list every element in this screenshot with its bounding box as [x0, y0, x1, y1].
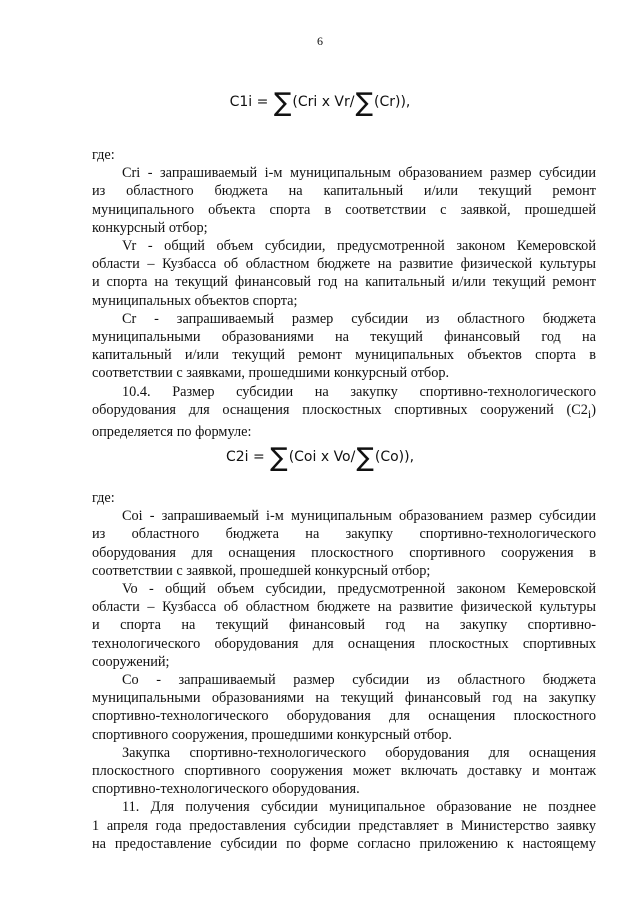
- clause-10-4-text: оборудования для оснащения плоскостных спортивных сооружений (C2: [92, 401, 588, 418]
- formula-c2-lhs: C2i =: [225, 449, 265, 465]
- formula-c2-numerator: (Coi x Vo/: [288, 449, 356, 465]
- cr-definition-line: соответствии с заявками, прошедшими конкурсный отбор.: [92, 365, 450, 382]
- formula-c1-numerator: (Cri x Vr/: [292, 94, 355, 110]
- clause-10-4-paren: ): [591, 401, 596, 418]
- formula-c1-lhs: C1i =: [229, 94, 269, 110]
- coi-definition-line: Coi - запрашиваемый i-м муниципальным образованием размер субсидии: [122, 508, 596, 525]
- clause-10-4-line: определяется по формуле:: [92, 423, 252, 440]
- vo-definition-line: области – Кузбасса об областном бюджете на развитие физической культуры: [92, 599, 596, 616]
- cri-definition-line: Cri - запрашиваемый i-м муниципальным образованием размер субсидии: [122, 165, 596, 182]
- clause-10-4-line: 10.4. Размер субсидии на закупку спортивно-технологического: [122, 383, 596, 400]
- vr-definition-line: муниципальных объектов спорта;: [92, 292, 298, 309]
- clause-11-line: 1 апреля года предоставления субсидии представляет в Министерство заявку: [92, 817, 596, 834]
- vo-definition-line: Vo - общий объем субсидии, предусмотренной законом Кемеровской: [122, 581, 596, 598]
- vo-definition-line: технологического оборудования для оснащения плоскостных спортивных: [92, 635, 596, 652]
- text-block-2: [92, 489, 596, 853]
- procurement-note-line: плоскостного спортивного сооружения может включать доставку и монтаж: [92, 763, 596, 780]
- cri-definition-line: конкурсный отбор;: [92, 219, 208, 236]
- vr-definition-line: Vr - общий объем субсидии, предусмотренной законом Кемеровской: [122, 238, 596, 255]
- summation-sign: ∑: [355, 88, 374, 118]
- cri-definition-line: из областного бюджета на капитальный и/или текущий ремонт: [92, 183, 596, 200]
- vr-definition-line: и спорта на текущий финансовый год на капитальный и/или текущий ремонт: [92, 274, 596, 291]
- coi-definition-line: из областного бюджета на закупку спортивно-технологического: [92, 526, 596, 543]
- clause-10-4-line: [92, 401, 596, 423]
- vo-definition-line: и спорта на текущий финансовый год на закупку спортивно-: [92, 617, 596, 634]
- procurement-note-line: спортивно-технологического оборудования.: [92, 781, 360, 798]
- clause-11-line: на предоставление субсидии по форме согласно приложению к настоящему: [92, 835, 596, 852]
- where-label: где:: [92, 147, 115, 163]
- vo-definition-line: сооружений;: [92, 653, 170, 670]
- page-number: 6: [317, 34, 323, 48]
- cri-definition-line: муниципального объекта спорта в соответствии с заявкой, прошедшей: [92, 201, 596, 218]
- formula-c1: [0, 88, 640, 118]
- summation-sign: ∑: [356, 443, 374, 473]
- co-definition-line: спортивного сооружения, прошедшими конкурсный отбор.: [92, 726, 452, 743]
- summation-sign: ∑: [273, 88, 292, 118]
- text-block-1: [92, 146, 596, 441]
- summation-sign: ∑: [270, 443, 288, 473]
- procurement-note-line: Закупка спортивно-технологического оборудования для оснащения: [122, 744, 596, 761]
- cr-definition-line: Cr - запрашиваемый размер субсидии из областного бюджета: [122, 310, 596, 327]
- vr-definition-line: области – Кузбасса об областном бюджете на развитие физической культуры: [92, 256, 596, 273]
- coi-definition-line: оборудования для оснащения плоскостного спортивного сооружения в: [92, 544, 596, 561]
- formula-c2-denominator: (Co)),: [374, 449, 415, 465]
- clause-11-line: 11. Для получения субсидии муниципальное образование не позднее: [122, 799, 596, 816]
- formula-c2: [0, 443, 640, 473]
- formula-c1-denominator: (Cr)),: [374, 94, 411, 110]
- where-label: где:: [92, 490, 115, 506]
- co-definition-line: Co - запрашиваемый размер субсидии из областного бюджета: [122, 672, 596, 689]
- cr-definition-line: капитальный и/или текущий ремонт муниципальных объектов спорта в: [92, 347, 596, 364]
- co-definition-line: спортивно-технологического оборудования для оснащения плоскостного: [92, 708, 596, 725]
- clause-10-4-subscript: i: [587, 406, 592, 421]
- co-definition-line: муниципальными образованиями на текущий финансовый год на закупку: [92, 690, 596, 707]
- coi-definition-line: соответствии с заявкой, прошедшей конкурсный отбор;: [92, 562, 431, 579]
- cr-definition-line: муниципальными образованиями на текущий финансовый год на: [92, 329, 596, 346]
